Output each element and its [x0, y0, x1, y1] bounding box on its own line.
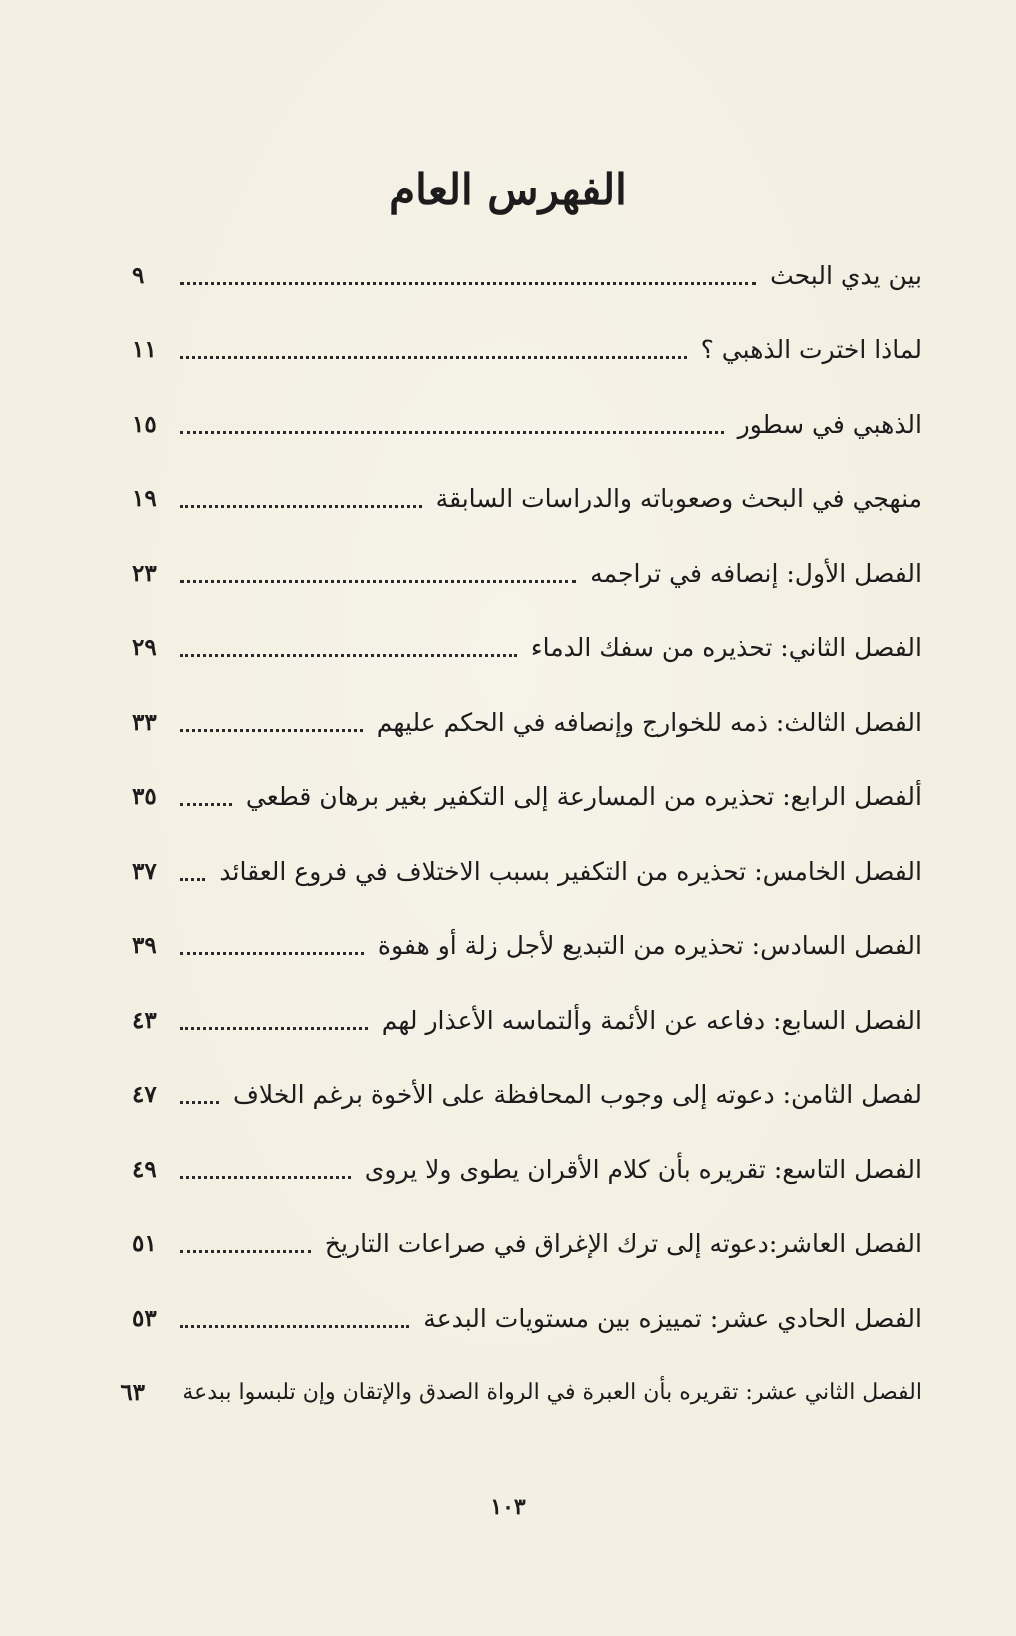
- page-title: الفهرس العام: [389, 165, 627, 214]
- toc-entry: [132, 1058, 922, 1133]
- toc-dot-leader: [180, 282, 756, 285]
- toc-dot-leader: [180, 654, 517, 657]
- toc-entry-page: ٥٣: [132, 1304, 157, 1332]
- toc-entry: [132, 685, 922, 760]
- toc-dot-leader: [180, 1027, 368, 1030]
- toc-entry-page: ٤٧: [132, 1081, 157, 1109]
- toc-dot-leader: [180, 878, 205, 881]
- toc-entry-label: لماذا اخترت الذهبي ؟: [700, 335, 922, 365]
- toc-entry-page: ١٥: [132, 410, 157, 438]
- toc-entry-label: الفصل التاسع: تقريره بأن كلام الأقران يطوى ولا يروى: [364, 1154, 922, 1184]
- toc-entry-label: الفصل الثاني: تحذيره من سفك الدماء: [530, 633, 922, 663]
- toc-entry-page: ٢٣: [132, 559, 157, 587]
- toc-dot-leader: [180, 1176, 351, 1179]
- toc-entry-label: منهجي في البحث وصعوباته والدراسات السابقة: [435, 484, 922, 514]
- toc-entry-label: لفصل الثامن: دعوته إلى وجوب المحافظة على الأخوة برغم الخلاف: [232, 1080, 922, 1110]
- toc-entry: [132, 462, 922, 537]
- toc-entry-page: ١٩: [132, 485, 157, 513]
- toc-entry-label: الفصل الثاني عشر: تقريره بأن العبرة في الرواة الصدق والإتقان وإن تلبسوا ببدعة: [182, 1380, 922, 1406]
- toc-entry: [120, 1356, 922, 1431]
- toc-dot-leader: [180, 1325, 409, 1328]
- toc-dot-leader: [180, 580, 576, 583]
- toc-entry-page: ٥١: [132, 1230, 157, 1258]
- toc-dot-leader: [180, 729, 363, 732]
- toc-dot-leader: [180, 356, 687, 359]
- toc-entry-page: ٣٥: [132, 783, 157, 811]
- toc-entry-page: ٣٣: [132, 708, 157, 736]
- toc-entry-label: الذهبي في سطور: [737, 409, 922, 439]
- toc-entry: [132, 760, 922, 835]
- toc-entry-label: الفصل السادس: تحذيره من التبديع لأجل زلة أو هفوة: [377, 931, 922, 961]
- table-of-contents: [120, 238, 922, 1430]
- toc-entry-page: ٣٧: [132, 857, 157, 885]
- toc-dot-leader: [180, 505, 422, 508]
- toc-entry: [132, 387, 922, 462]
- toc-entry-page: ٣٩: [132, 932, 157, 960]
- toc-dot-leader: [180, 952, 364, 955]
- toc-entry: [132, 983, 922, 1058]
- toc-entry: [132, 834, 922, 909]
- toc-entry-page: ٤٣: [132, 1006, 157, 1034]
- toc-entry: [132, 1132, 922, 1207]
- toc-dot-leader: [180, 431, 724, 434]
- toc-entry: [132, 1281, 922, 1356]
- toc-entry-label: الفصل العاشر:دعوته إلى ترك الإغراق في صراعات التاريخ: [324, 1229, 922, 1259]
- toc-entry-page: ٦٣: [120, 1379, 146, 1407]
- toc-entry-label: ألفصل الرابع: تحذيره من المسارعة إلى التكفير بغير برهان قطعي: [245, 782, 922, 812]
- toc-entry-page: ٢٩: [132, 634, 157, 662]
- toc-dot-leader: [180, 803, 232, 806]
- toc-entry-page: ٩: [132, 261, 145, 289]
- toc-entry-label: الفصل الحادي عشر: تمييزه بين مستويات البدعة: [423, 1303, 922, 1333]
- toc-entry: [132, 238, 922, 313]
- toc-entry: [132, 1207, 922, 1282]
- page-number: ١٠٣: [490, 1494, 526, 1520]
- toc-entry: [132, 611, 922, 686]
- toc-entry-page: ١١: [132, 336, 157, 364]
- toc-entry: [132, 536, 922, 611]
- toc-entry-label: بين يدي البحث: [770, 260, 922, 290]
- toc-entry: [132, 909, 922, 984]
- toc-entry-label: الفصل السابع: دفاعه عن الأئمة وألتماسه الأعذار لهم: [381, 1005, 922, 1035]
- toc-entry-page: ٤٩: [132, 1155, 157, 1183]
- toc-entry: [132, 313, 922, 388]
- toc-dot-leader: [180, 1250, 311, 1253]
- toc-entry-label: الفصل الخامس: تحذيره من التكفير بسبب الاختلاف في فروع العقائد: [219, 856, 922, 886]
- toc-entry-label: الفصل الثالث: ذمه للخوارج وإنصافه في الحكم عليهم: [376, 707, 922, 737]
- toc-dot-leader: [180, 1101, 219, 1104]
- toc-entry-label: الفصل الأول: إنصافه في تراجمه: [590, 558, 922, 588]
